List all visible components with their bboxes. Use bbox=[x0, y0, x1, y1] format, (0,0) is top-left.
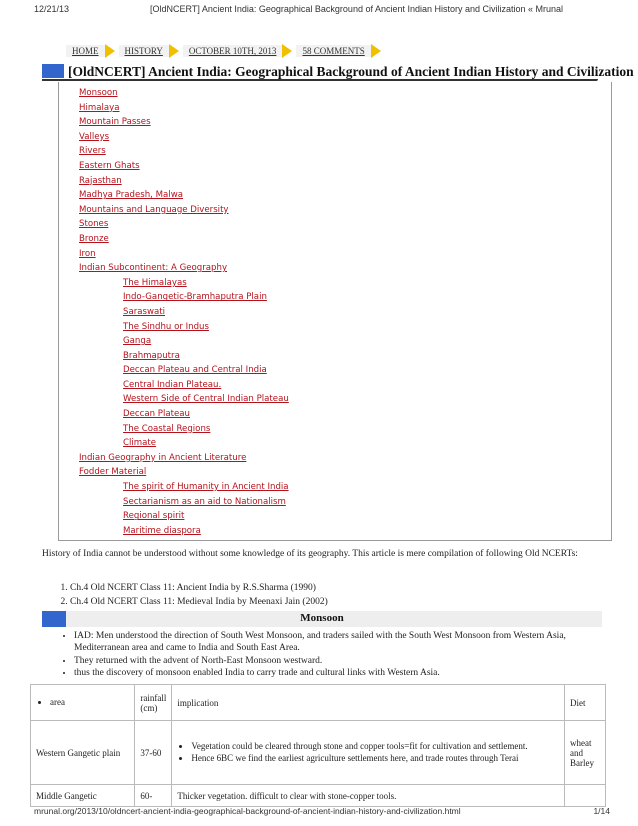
reference-item: 2. Ch.4 Old NCERT Class 11: Medieval India by Meenaxi Jain (2002) bbox=[70, 596, 328, 610]
table-row bbox=[31, 785, 606, 807]
toc-link[interactable]: Brahmaputra bbox=[123, 350, 180, 361]
table-cell: Western Gangetic plain bbox=[31, 721, 135, 785]
toc-item bbox=[79, 480, 289, 495]
toc-link[interactable]: Deccan Plateau and Central India bbox=[123, 365, 267, 376]
toc-link[interactable]: Climate bbox=[123, 438, 157, 449]
list-item: • Vegetation could be cleared through stone and copper tools=fit for cultivation and settlement. bbox=[191, 741, 559, 753]
table-cell bbox=[565, 785, 606, 807]
toc-link[interactable]: Iron bbox=[79, 248, 96, 259]
toc-link[interactable]: The Coastal Regions bbox=[123, 423, 211, 434]
article-title-bar bbox=[42, 64, 634, 80]
toc-item bbox=[79, 451, 289, 466]
header-cell: Diet bbox=[565, 685, 606, 721]
toc-item bbox=[79, 203, 289, 218]
table-cell bbox=[172, 721, 565, 785]
monsoon-bullets bbox=[60, 630, 604, 680]
toc-item bbox=[79, 378, 289, 393]
list-item: • They returned with the advent of North-East Monsoon westward. bbox=[74, 655, 604, 667]
toc-link[interactable]: Western Side of Central Indian Plateau bbox=[123, 394, 289, 405]
toc-link[interactable]: Ganga bbox=[123, 336, 152, 347]
toc-link[interactable]: Himalaya bbox=[79, 102, 120, 113]
table-cell: wheat and Barley bbox=[565, 721, 606, 785]
toc-item bbox=[79, 232, 289, 247]
toc-link[interactable]: Indian Subcontinent: A Geography bbox=[79, 263, 228, 274]
list-item: • IAD: Men understood the direction of South West Monsoon, and traders sailed with the South West Monsoon from Western Asia, Mediterranean area and came to India and South East Area. bbox=[74, 630, 604, 655]
toc-item bbox=[79, 144, 289, 159]
toc-item bbox=[79, 247, 289, 262]
monsoon-table bbox=[30, 684, 606, 807]
print-date: 12/21/13 bbox=[34, 4, 70, 14]
toc-link[interactable]: Rajasthan bbox=[79, 175, 122, 186]
toc-link[interactable]: Bronze bbox=[79, 233, 109, 244]
toc-link[interactable]: Indian Geography in Ancient Literature bbox=[79, 452, 247, 463]
list-item: • thus the discovery of monsoon enabled India to carry trade and cultural links with Western Asia. bbox=[74, 667, 604, 679]
toc-item bbox=[79, 334, 289, 349]
list-item: • Hence 6BC we find the earliest agriculture settlements here, and trade routes through Terai bbox=[191, 753, 559, 765]
breadcrumb bbox=[66, 44, 385, 58]
toc-item bbox=[79, 159, 289, 174]
header-cell: rainfall (cm) bbox=[135, 685, 172, 721]
toc-item bbox=[79, 392, 289, 407]
toc-link[interactable]: Monsoon bbox=[79, 88, 118, 98]
section-header-monsoon bbox=[42, 611, 602, 627]
toc-item bbox=[79, 349, 289, 364]
table-of-contents bbox=[58, 82, 612, 541]
toc-item bbox=[79, 188, 289, 203]
toc-link[interactable]: Eastern Ghats bbox=[79, 160, 140, 171]
toc-item bbox=[79, 320, 289, 335]
breadcrumb-history[interactable]: HISTORY bbox=[119, 45, 169, 57]
table-cell: Thicker vegetation. difficult to clear with stone-copper tools. bbox=[172, 785, 565, 807]
print-page-title: [OldNCERT] Ancient India: Geographical Background of Ancient Indian History and Civilization « Mrunal bbox=[150, 4, 564, 14]
section-title: Monsoon bbox=[300, 612, 344, 624]
table-cell: 37-60 bbox=[135, 721, 172, 785]
toc-link[interactable]: The Himalayas bbox=[123, 277, 187, 288]
toc-link[interactable]: Deccan Plateau bbox=[123, 409, 191, 420]
toc-link[interactable]: Maritime diaspora bbox=[123, 525, 201, 536]
toc-link[interactable]: Regional spirit bbox=[123, 511, 185, 522]
breadcrumb-home[interactable]: HOME bbox=[66, 45, 105, 57]
toc-link[interactable]: The Sindhu or Indus bbox=[123, 321, 209, 332]
toc-item bbox=[79, 436, 289, 451]
toc-item bbox=[79, 509, 289, 524]
chevron-right-icon bbox=[282, 44, 292, 58]
header-cell: implication bbox=[172, 685, 565, 721]
toc-link[interactable]: Indo-Gangetic-Bramhaputra Plain bbox=[123, 292, 267, 303]
toc-item bbox=[79, 290, 289, 305]
chevron-right-icon bbox=[371, 44, 381, 58]
toc-list bbox=[79, 86, 289, 538]
toc-item bbox=[79, 86, 289, 101]
header-cell: • area bbox=[31, 685, 135, 721]
toc-item bbox=[79, 465, 289, 480]
title-accent-tab bbox=[42, 64, 64, 78]
toc-link[interactable]: Valleys bbox=[79, 131, 110, 142]
breadcrumb-comments[interactable]: 58 COMMENTS bbox=[296, 45, 370, 57]
toc-item bbox=[79, 261, 289, 276]
toc-link[interactable]: Saraswati bbox=[123, 306, 166, 317]
toc-link[interactable]: The spirit of Humanity in Ancient India bbox=[123, 482, 289, 493]
toc-item bbox=[79, 115, 289, 130]
toc-item bbox=[79, 217, 289, 232]
table-header-row bbox=[31, 685, 606, 721]
toc-item bbox=[79, 130, 289, 145]
table-cell: 60- bbox=[135, 785, 172, 807]
toc-link[interactable]: Rivers bbox=[79, 146, 106, 157]
table-row bbox=[31, 721, 606, 785]
chevron-right-icon bbox=[105, 44, 115, 58]
toc-item bbox=[79, 305, 289, 320]
print-page-number: 1/14 bbox=[593, 806, 610, 816]
print-url: mrunal.org/2013/10/oldncert-ancient-india-geographical-background-of-ancient-indian-history-and-civilization.html bbox=[34, 806, 461, 816]
toc-link[interactable]: Sectarianism as an aid to Nationalism bbox=[123, 496, 286, 507]
reference-item: 1. Ch.4 Old NCERT Class 11: Ancient India by R.S.Sharma (1990) bbox=[70, 582, 328, 596]
reference-list bbox=[56, 582, 328, 609]
toc-item bbox=[79, 524, 289, 539]
toc-item bbox=[79, 422, 289, 437]
toc-item bbox=[79, 174, 289, 189]
toc-link[interactable]: Madhya Pradesh, Malwa bbox=[79, 190, 183, 201]
toc-item bbox=[79, 276, 289, 291]
article-title: [OldNCERT] Ancient India: Geographical Background of Ancient Indian History and Civilization bbox=[68, 64, 634, 79]
toc-link[interactable]: Mountain Passes bbox=[79, 117, 151, 128]
chevron-right-icon bbox=[169, 44, 179, 58]
toc-link[interactable]: Fodder Material bbox=[79, 467, 147, 478]
toc-item bbox=[79, 363, 289, 378]
toc-link[interactable]: Stones bbox=[79, 219, 109, 230]
toc-link[interactable]: Mountains and Language Diversity bbox=[79, 204, 229, 215]
table-cell: Middle Gangetic bbox=[31, 785, 135, 807]
toc-item bbox=[79, 101, 289, 116]
toc-link[interactable]: Central Indian Plateau. bbox=[123, 379, 222, 390]
toc-item bbox=[79, 495, 289, 510]
intro-paragraph: History of India cannot be understood without some knowledge of its geography. This article is mere compilation of following Old NCERTs: bbox=[42, 549, 578, 559]
title-divider bbox=[42, 79, 598, 81]
toc-item bbox=[79, 407, 289, 422]
breadcrumb-date[interactable]: OCTOBER 10TH, 2013 bbox=[183, 45, 283, 57]
